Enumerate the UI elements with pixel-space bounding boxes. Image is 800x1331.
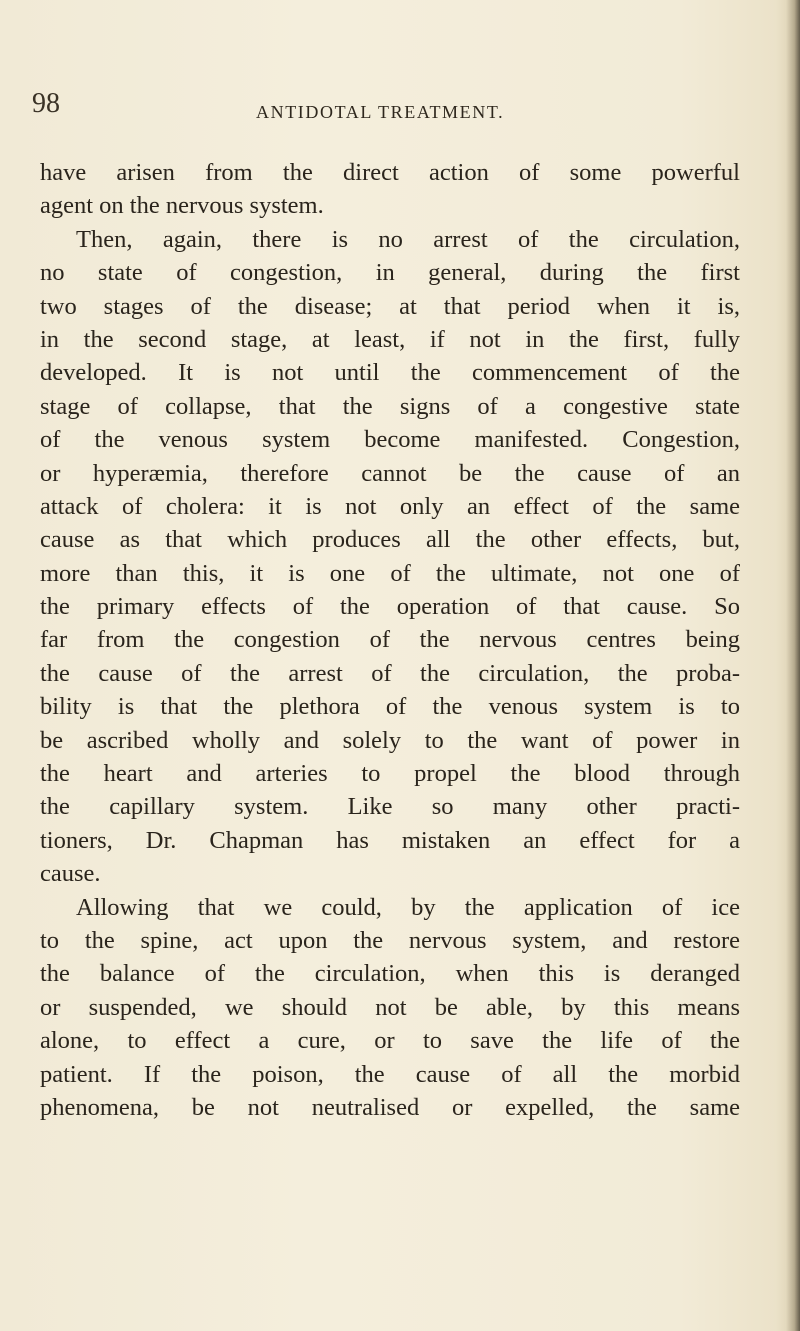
text-line: or suspended, we should not be able, by this means	[40, 993, 740, 1021]
text-line: the capillary system. Like so many other practi-	[40, 793, 740, 821]
text-line: stage of collapse, that the signs of a congestive state	[40, 392, 740, 420]
text-line: of the venous system become manifested. Congestion,	[40, 426, 740, 454]
text-line: cause as that which produces all the other effects, but,	[40, 526, 740, 554]
text-line: in the second stage, at least, if not in the first, fully	[40, 325, 740, 353]
running-title: ANTIDOTAL TREATMENT.	[256, 102, 505, 122]
text-line: cause.	[40, 860, 101, 888]
text-line: bility is that the plethora of the venous system is to	[40, 693, 740, 721]
text-line: developed. It is not until the commencement of the	[40, 359, 740, 387]
text-line: attack of cholera: it is not only an effect of the same	[40, 492, 740, 520]
text-line: patient. If the poison, the cause of all the morbid	[40, 1060, 740, 1088]
page-number: 98	[32, 88, 60, 119]
text-line: two stages of the disease; at that period when it is,	[40, 292, 740, 320]
text-line: the heart and arteries to propel the blood through	[40, 760, 740, 788]
text-line: phenomena, be not neutralised or expelled, the same	[40, 1093, 740, 1121]
text-line: be ascribed wholly and solely to the want of power in	[40, 726, 740, 754]
text-line: the primary effects of the operation of that cause. So	[40, 593, 740, 621]
page-edge-shadow	[786, 0, 800, 1331]
body-text	[40, 156, 740, 1124]
text-line: to the spine, act upon the nervous system, and restore	[40, 926, 740, 954]
page-header	[0, 88, 800, 128]
text-line: Then, again, there is no arrest of the circulation,	[76, 225, 740, 253]
text-line: far from the congestion of the nervous centres being	[40, 626, 740, 654]
text-line: no state of congestion, in general, during the first	[40, 259, 740, 287]
text-line: more than this, it is one of the ultimate, not one of	[40, 559, 740, 587]
text-line: tioners, Dr. Chapman has mistaken an effect for a	[40, 826, 740, 854]
text-line: agent on the nervous system.	[40, 192, 324, 220]
text-line: have arisen from the direct action of some powerful	[40, 159, 740, 186]
text-line: alone, to effect a cure, or to save the life of the	[40, 1027, 740, 1055]
text-line: Allowing that we could, by the application of ice	[76, 893, 740, 921]
text-line: or hyperæmia, therefore cannot be the cause of an	[40, 459, 740, 487]
text-line: the cause of the arrest of the circulation, the proba-	[40, 659, 740, 687]
text-line: the balance of the circulation, when this is deranged	[40, 960, 740, 988]
